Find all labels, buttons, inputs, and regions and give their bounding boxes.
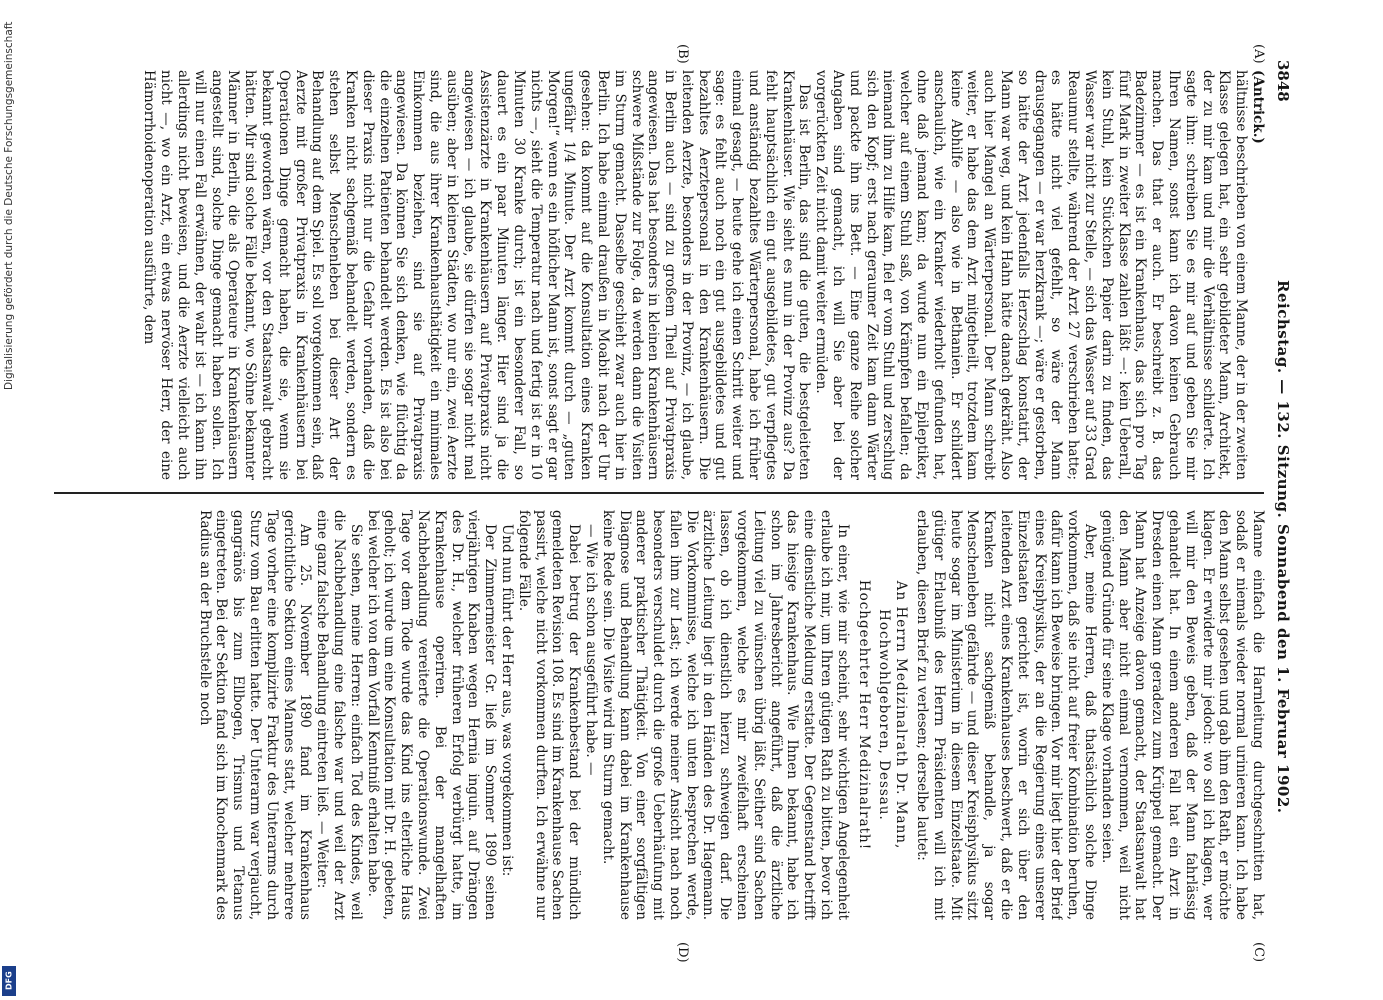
letter-salutation: Hochgeehrter Herr Medizinalrath! [855, 579, 872, 851]
funding-note: Digitalisierung gefördert durch die Deutsche Forschungsgemeinschaft [3, 21, 15, 390]
right-text-column [46, 510, 1266, 920]
margin-marker-a: (A) [1251, 44, 1266, 64]
paragraph: hältnisse beschrieben von einem Manne, der in der zweiten Klasse gelegen hat, ein sehr gebildeter Mann, Architekt, der zu mir kam und mir die Verhältnisse schilderte. Ich sagte ihm: schreiben Sie es mir auf und geben Sie mir Ihren Namen, sonst kann ich davon keinen Gebrauch machen. Das that er auch. Er beschreibt z. B. das Badezimmer — es ist ein Krankenhaus, das sich pro Tag fünf Mark in zweiter Klasse zahlen läßt —: kein Ueberall, kein Stuhl, kein Stückchen Papier darin zu finden, das Wasser war nicht zur Stelle, — sich das Wasser auf 33 Grad Reaumur stellte, während der Arzt 27 verschrieben hatte; es hätte nicht viel gefehlt, so wäre der Mann drausgegangen — er war herzkrank —; wäre er gestorben, so hätte der Arzt jedenfalls Herzschlag konstatirt, der Mann war weg, und kein Hahn hätte danach gekräht. Also auch hier Mangel an Wärterpersonal. Der Mann schreibt weiter, er habe das dem Arzt mitgetheilt, trotzdem kam keine Abhilfe — also wie in Bethanien. Er schildert anschaulich, wie ein Kranker wiederholt gefunden hat, ohne daß jemand kam; da wurde nun ein Epileptiker, welcher auf einem Stuhl saß, von Krämpfen befallen; da niemand ihm zu Hilfe kam, fiel er vom Stuhl und zerschlug sich den Kopf; erst nach geraumer Zeit kam dann Wärter und packte ihn ins Bett. — Eine ganze Reihe solcher Angaben sind gemacht, ich will Sie aber bei der vorgerückten Zeit nicht damit weiter ermüden. [813, 70, 1250, 480]
margin-marker-c: (C) [1251, 942, 1266, 963]
paragraph: Aber, meine Herren, daß thatsächlich solche Dinge vorkommen, daß sie nicht auf freier Kombination beruhen, dafür kann ich Beweise bringen. Vor mir liegt hier der Brief eines Kreisphysikus, der an die Regierung eines unserer Einzelstaaten gerichtet ist, worin er sich über den leitenden Arzt eines Krankenhauses beschwert, daß er die Kranken nicht sachgemäß behandle, ja sogar Menschenleben gefährde — und dieser Kreisphysikus sitzt heute sogar im Ministerium in diesem Einzelstaate. Mit gütiger Erlaubniß des Herrn Präsidenten will ich mit erlauben, diesen Brief zu verlesen; derselbe lautet: [914, 510, 1099, 920]
paragraph: Der Zimmermeister Gr. ließ im Sommer 1890 seinen vierjährigen Knaben wegen Hernia inguin. auf Drängen des Dr. H., welcher früheren Erfolg verbürgt hatte, im Krankenhause operiren. Bei der mangelhaften Nachbehandlung vereiterte die Operationswunde. Zwei Tage vor dem Tode wurde das Kind ins elterliche Haus geholt; ich wurde um eine Konsultation mit Dr. H. gebeten, bei welcher ich von dem Vorfall Kenntniß erhalten habe. [364, 510, 499, 920]
paragraph: In einer, wie mir scheint, sehr wichtigen Angelegenheit erlaube ich mir, um Ihren gütigen Rath zu bitten, bevor ich eine dienstliche Meldung erstatte. Der Gegenstand betrifft das hiesige Krankenhaus. Wie Ihnen bekannt, habe ich schon im Jahresbericht angeführt, daß die ärztliche Leitung viel zu wünschen übrig läßt. Seither sind Sachen vorgekommen, welche es mir zweifelhaft erscheinen lassen, ob ich dienstlich hierzu schweigen darf. Die ärztliche Leitung liegt in den Händen des Dr. Hagemann. Die Vorkommnisse, welche ich unten besprechen werde, fallen ihm zur Last; ich werde meiner Ansicht nach noch besonders verschuldet durch die große Ueberhäufung mit anderer praktischer Thätigkeit. Von einer sorgfältigen Diagnose und Behandlung kann dabei im Krankenhause keine Rede sein. Die Visite wird im Sturm gemacht. [599, 510, 851, 920]
left-text-column [46, 70, 1266, 480]
page-header [1266, 60, 1292, 930]
paragraph: Das ist Berlin, das sind die guten, die bestgeleiteten Krankenhäuser. Wie sieht es nun in der Provinz aus? Da fehlt hauptsächlich ein gut ausgebildetes, gut verpflegtes und anständig bezahltes Wärterpersonal, habe ich früher einmal gesagt, — heute gehe ich einen Schritt weiter und sage: es fehlt auch noch ein gut ausgebildetes und gut bezahltes Aerztepersonal in den Krankenhäusern. Die leitenden Aerzte, besonders in der Provinz, — ich glaube, in Berlin auch — sind zu großem Theil auf Privatpraxis angewiesen. Das hat besonders in kleinen Krankenhäusern schwere Mißstände zur Folge, da werden dann die Visiten im Sturm gemacht. Dasselbe geschieht zwar auch hier in Berlin. Ich habe einmal draußen in Moabit nach der Uhr gesehen: da kommt auf die Konsultation eines Kranken ungefähr 1/4 Minute. Der Arzt kommt durch — „guten Morgen!“ wenn es ein höflicher Mann ist, sonst sagt er gar nichts —, sieht die Temperatur nach und fertig ist er in 10 Minuten 30 Kranke durch; ist ein besonderer Fall, so dauert es ein paar Minuten länger. Hier sind ja die Assistenzärzte in Krankenhäusern auf Privatpraxis nicht angewiesen — ich glaube, sie dürfen sie sogar nicht mal ausüben; aber in kleinen Städten, wo nur ein, zwei Aerzte sind, die aus ihrer Krankenhausthätigkeit ein minimales Einkommen beziehen, sind sie auf Privatpraxis angewiesen. Da können Sie sich denken, wie flüchtig da die einzelnen Patienten behandelt werden. Es ist also bei dieser Praxis nicht nur die Gefahr vorhanden, daß die Kranken nicht sachgemäß behandelt werden, sondern es stehen selbst Menschenleben bei dieser Art der Behandlung auf dem Spiel. Es soll vorgekommen sein, daß Aerzte mit großer Privatpraxis in Krankenhäusern bei Operationen Dinge gemacht haben, die sie, wenn sie bekannt geworden wären, vor den Staatsanwalt gebracht hätten. Mir sind solche Fälle bekannt, wo Söhne bekannter Männer in Berlin, die als Operateure in Krankenhäusern angestellt sind, solche Dinge gemacht haben sollen. Ich will nur einen Fall erwähnen, der wahr ist — ich kann ihn allerdings nicht beweisen, und die Aerzte vielleicht auch nicht —, wo ein Arzt, ein etwas nervöser Herr, der eine Hämorrhoidenoperation ausführte, dem [141, 70, 813, 480]
speaker-label: (Antrick.) [1250, 70, 1266, 144]
paragraph: Am 25. November 1890 fand im Krankenhaus gerichtliche Sektion eines Mannes statt, welcher mehrere Tage vorher eine komplizirte Fraktur des Unterarms durch Sturz vom Bau erlitten hatte. Der Unterarm war verjaucht, gangränös bis zum Ellbogen, Trismus und Tetanus eingetreten. Bei der Sektion fand sich im Knochenmark des Radius an der Bruchstelle noch [196, 510, 314, 920]
paragraph: Und nun führt der Herr aus, was vorgekommen ist: [498, 524, 515, 877]
margin-marker-b: (B) [675, 44, 690, 64]
paragraph: Dabei betrug der Krankenbestand bei der mündlich gemeldeten Revision 108. Es sind im Krankenhause Sachen passirt, welche nicht vorkommen durften. Ich erwähne nur folgende Fälle. [515, 510, 583, 920]
page-number: 3848 [1274, 60, 1292, 102]
letter-address: An Herrn Medizinalrath Dr. Mann, Hochwohlgeboren, Dessau. [876, 580, 910, 850]
paragraph: Sie sehen, meine Herren: einfach Tod des Kindes, weil die Nachbehandlung eine falsche war und weil der Arzt eine ganz falsche Behandlung eintreten ließ. — Weiter: [314, 510, 364, 920]
paragraph: Manne einfach die Harnleitung durchgeschnitten hat, sodaß er niemals wieder normal urinieren kann. Ich habe den Mann selbst gesehen und gab ihm den Rath, er möchte klagen. Er erwiderte mir jedoch: wo soll ich klagen, wer will mir den Beweis geben, daß der Mann fahrlässig gehandelt hat. In einem anderen Fall hat ein Arzt in Dresden einen Mann geradezu zum Krüppel gemacht. Der Mann hat Anzeige davon gemacht, der Staatsanwalt hat den Mann aber nicht einmal vernommen, weil nicht genügend Gründe für seine Klage vorhanden seien. [1098, 510, 1266, 920]
funding-footer [0, 0, 18, 1000]
running-head: Reichstag. — 132. Sitzung. Sonnabend den 1. Februar 1902. [1274, 280, 1292, 814]
dfg-logo: DFG [2, 966, 16, 996]
margin-marker-d: (D) [675, 942, 690, 963]
column-divider [54, 492, 1264, 494]
paragraph: — Wie ich schon ausgeführt habe. — [582, 524, 599, 776]
